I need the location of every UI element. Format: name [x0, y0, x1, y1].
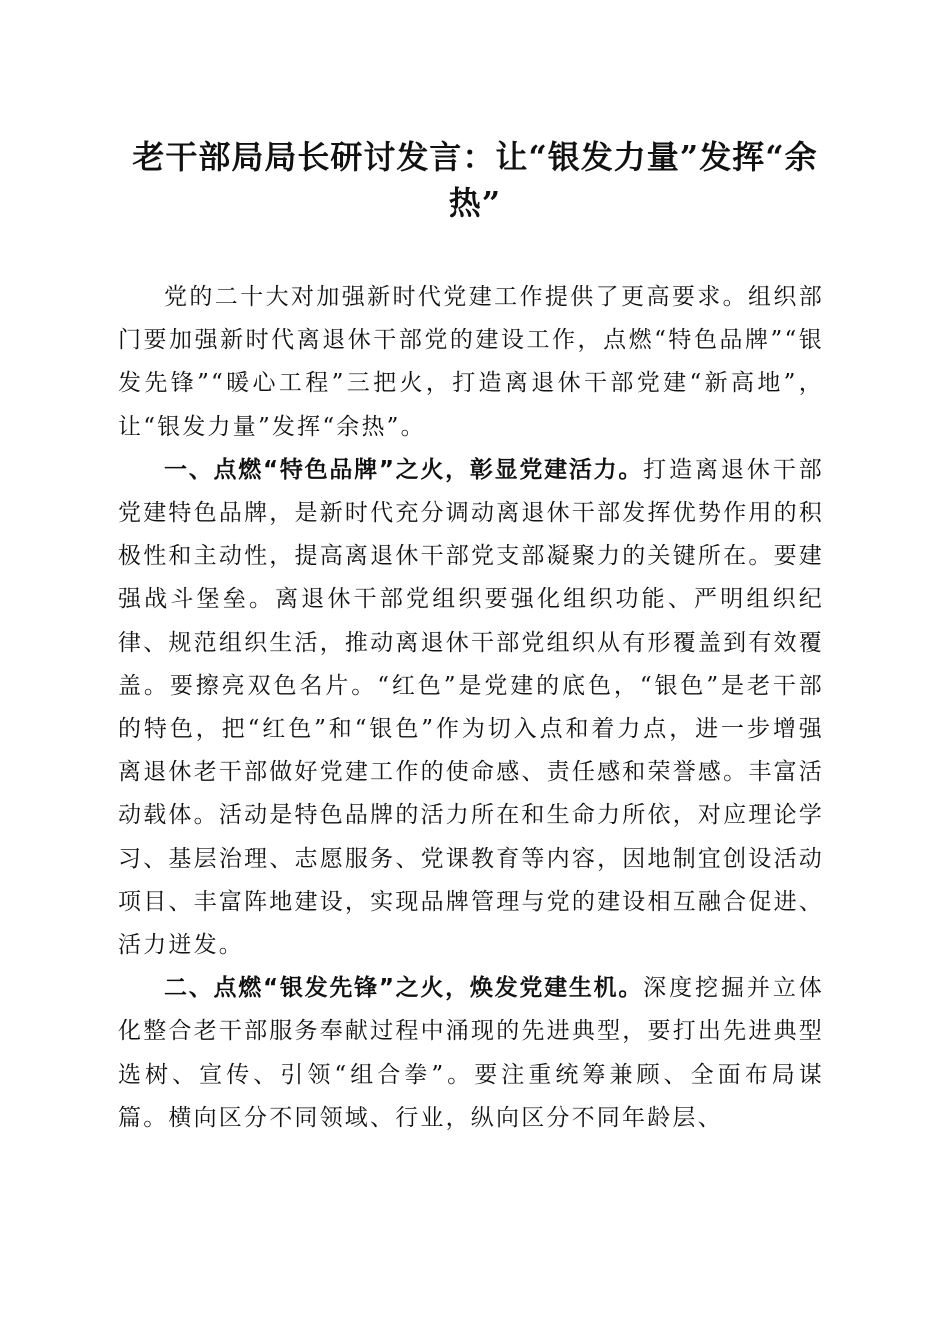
section-heading: 一、点燃“特色品牌”之火，彰显党建活力。 — [164, 456, 644, 483]
paragraph-text: 打造离退休干部党建特色品牌，是新时代充分调动离退休干部发挥优势作用的积极性和主动性，提高离退休干部党支部凝聚力的关键所在。要建强战斗堡垒。离退休干部党组织要强化组织功能、严明组织纪律、规范组织生活，推动离退休干部党组织从有形覆盖到有效覆盖。要擦亮双色名片。“红色”是党建的底色，“银色”是老干部的特色，把“红色”和“银色”作为切入点和着力点，进一步增强离退休老干部做好党建工作的使命感、责任感和荣誉感。丰富活动载体。活动是特色品牌的活力所在和生命力所依，对应理论学习、基层治理、志愿服务、党课教育等内容，因地制宜创设活动项目、丰富阵地建设，实现品牌管理与党的建设相互融合促进、活力迸发。 — [118, 456, 824, 959]
document-title: 老干部局局长研讨发言：让“银发力量”发挥“余热” — [132, 138, 818, 222]
paragraph-intro — [118, 276, 824, 449]
section-heading: 二、点燃“银发先锋”之火，焕发党建生机。 — [164, 975, 644, 1002]
paragraph-text: 党的二十大对加强新时代党建工作提供了更高要求。组织部门要加强新时代离退休干部党的建设工作，点燃“特色品牌”“银发先锋”“暖心工程”三把火，打造离退休干部党建“新高地”，让“银发力量”发挥“余热”。 — [118, 284, 824, 440]
paragraph-section-2 — [118, 967, 824, 1140]
document-body — [118, 276, 824, 1140]
paragraph-text: 深度挖掘并立体化整合老干部服务奉献过程中涌现的先进典型，要打出先进典型选树、宣传、引领“组合拳”。要注重统筹兼顾、全面布局谋篇。横向区分不同领域、行业，纵向区分不同年龄层、 — [118, 975, 824, 1131]
paragraph-section-1 — [118, 449, 824, 967]
